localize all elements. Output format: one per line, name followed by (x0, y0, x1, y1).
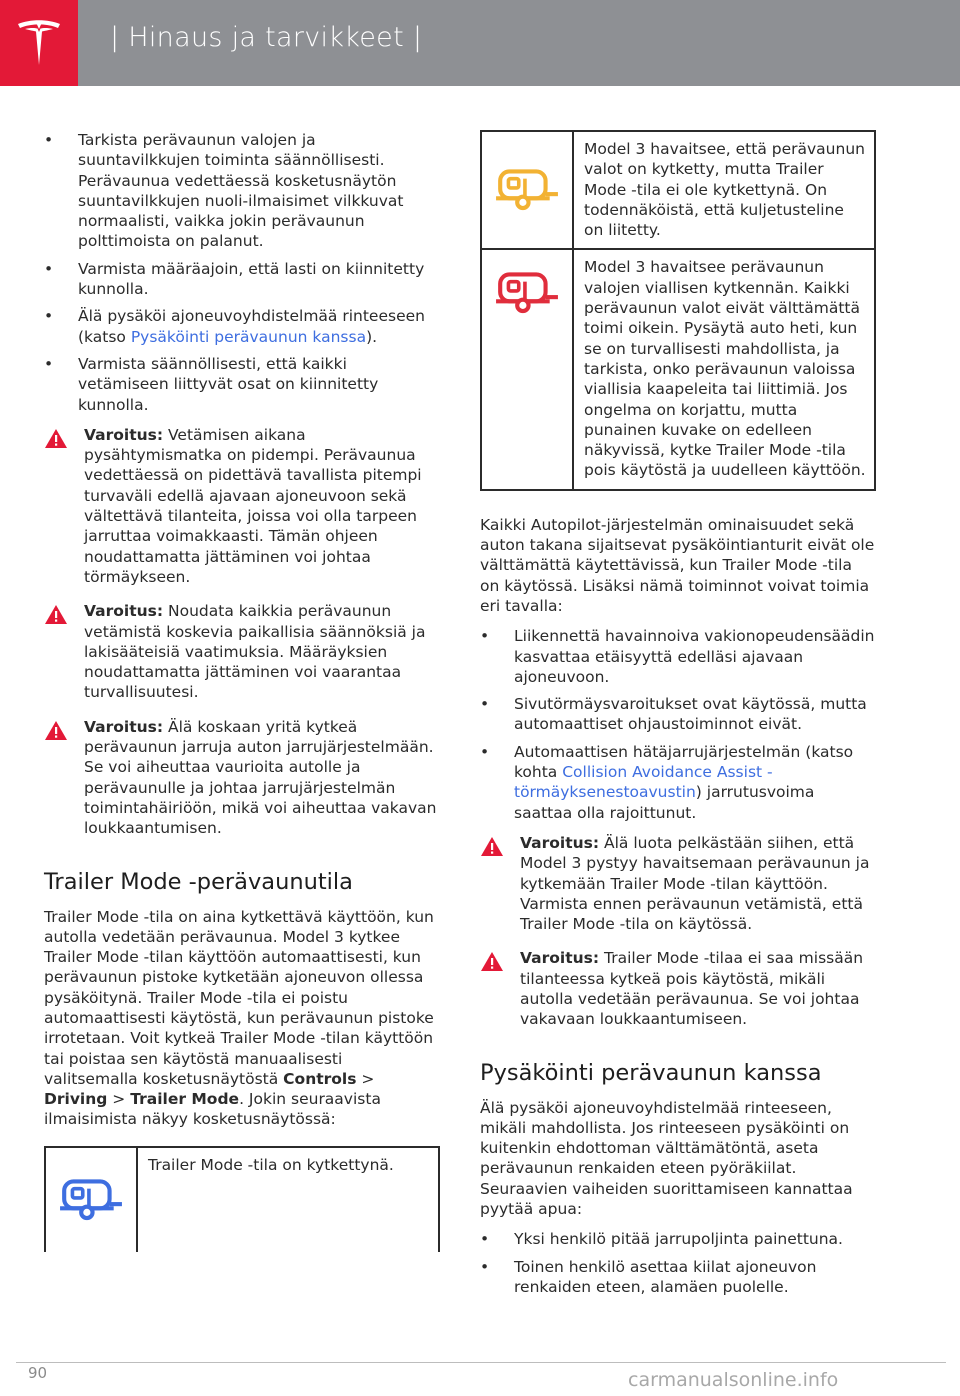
bullet-list (480, 626, 876, 823)
warning-label: Varoitus: (520, 949, 600, 968)
warning-note (44, 601, 440, 702)
warning-text: Älä luota pelkästään siihen, että Model 3 pystyy havaitsemaan perävaunun ja kytkemään Trailer Mode -tilan käyttöön. Varmista ennen perävaunun vetämistä, että Trailer Mode -tila on käytössä. (520, 833, 870, 934)
warning-label: Varoitus: (84, 425, 164, 444)
indicator-table (44, 1146, 440, 1252)
warning-text: Vetämisen aikana pysähtymismatka on pidempi. Perävaunua vedettäessä on pidettävä tavallista pitempi turvaväli edellä ajavaan ajoneuvoon sekä vältettävä tilanteita, joissa voi olla tarpeen jarruttaa voimakkaasti. Tämän ohjeen noudattamatta jättäminen voi johtaa törmäykseen. (84, 425, 422, 586)
warning-text: Noudata kaikkia perävaunun vetämistä koskevia paikallisia säännöksiä ja lakisääteisiä vaatimuksia. Määräyksien noudattamatta jättäminen voi vaarantaa turvallisuutesi. (84, 602, 426, 702)
left-column (44, 130, 440, 1252)
right-column (480, 130, 876, 1304)
section-title-parking: Pysäköinti perävaunun kanssa (480, 1059, 822, 1086)
menu-path-trailer-mode: Trailer Mode (130, 1090, 240, 1109)
list-item: • Sivutörmäysvaroitukset ovat käytössä, mutta automaattiset ohjaustoiminnot eivät. (480, 694, 876, 735)
warning-label: Varoitus: (84, 602, 164, 621)
warning-icon (44, 720, 68, 741)
menu-path-driving: Driving (44, 1090, 108, 1109)
list-item: • Toinen henkilö asettaa kiilat ajoneuvon renkaiden eteen, alamäen puolelle. (480, 1257, 876, 1298)
table-cell-text: Model 3 havaitsee perävaunun valojen viallisen kytkennän. Kaikki perävaunun valot eivät välttämättä toimi oikein. Pysäytä auto heti, kun se on turvallisesti mahdollista, ja tarkista, onko perävaunun valoissa viallisia kaapeleita tai liittimiä. Jos ongelma on korjattu, mutta punainen kuvake on edelleen näkyvissä, kytke Trailer Mode -tila pois käytöstä ja uudelleen käyttöön. (584, 258, 866, 480)
section-title-trailer-mode: Trailer Mode -perävaunutila (44, 868, 353, 895)
trailer-icon-red (482, 250, 574, 488)
table-cell-text: Trailer Mode -tila on kytkettynä. (148, 1155, 394, 1174)
parking-link[interactable]: Pysäköinti perävaunun kanssa (130, 327, 367, 346)
tesla-logo-icon (16, 18, 62, 68)
list-item: • Yksi henkilö pitää jarrupoljinta painettuna. (480, 1229, 876, 1249)
warning-note (44, 717, 440, 839)
collision-avoidance-link[interactable]: Collision Avoidance Assist - törmäyksenestoavustin (514, 763, 773, 802)
page-header (0, 0, 960, 86)
bullet-list (480, 1229, 876, 1297)
list-item: • Automaattisen hätäjarrujärjestelmän (katso kohta Collision Avoidance Assist - törmäyksenestoavustin) jarrutusvoima saattaa olla rajoittunut. (480, 742, 876, 823)
warning-note (480, 833, 876, 934)
list-item: • Varmista määräajoin, että lasti on kiinnitetty kunnolla. (44, 259, 440, 300)
autopilot-paragraph: Kaikki Autopilot-järjestelmän ominaisuudet sekä auton takana sijaitsevat pysäköintianturit eivät ole välttämättä käytettävissä, kun Trailer Mode -tila on käytössä. Lisäksi nämä toiminnot voivat toimia eri tavalla: (480, 515, 875, 615)
list-item: • Varmista säännöllisesti, että kaikki vetämiseen liittyvät osat on kiinnitetty kunnolla. (44, 354, 440, 415)
warning-note (44, 425, 440, 587)
page-number: 90 (28, 1364, 48, 1382)
warning-icon (480, 951, 504, 972)
trailer-icon-amber (482, 132, 574, 248)
warning-label: Varoitus: (520, 833, 600, 852)
bullet-list (44, 130, 440, 415)
list-item: • Älä pysäköi ajoneuvoyhdistelmää rinteeseen (katso Pysäköinti perävaunun kanssa). (44, 306, 440, 347)
warning-icon (44, 428, 68, 449)
table-row (482, 132, 874, 248)
table-cell-text: Model 3 havaitsee, että perävaunun valot on kytketty, mutta Trailer Mode -tila ei ole kytkettynä. On todennäköistä, että kuljetusteline on liitetty. (584, 140, 865, 240)
warning-label: Varoitus: (84, 717, 164, 736)
parking-paragraph: Älä pysäköi ajoneuvoyhdistelmää rinteeseen, mikäli mahdollista. Jos rinteeseen pysäköinti on kuitenkin ehdottoman välttämätöntä, aseta perävaunun renkaiden eteen pyöräkiilat. Seuraavien vaiheiden suorittamiseen kannattaa pyytää apua: (480, 1098, 853, 1219)
table-row (46, 1148, 438, 1252)
tesla-logo (0, 0, 78, 86)
header-title: | Hinaus ja tarvikkeet | (110, 22, 423, 53)
list-item: • Tarkista perävaunun valojen ja suuntavilkkujen toiminta säännöllisesti. Perävaunua vedettäessä kosketusnäytön suuntavilkkujen nuoli-ilmaisimet vilkkuvat normaalisti, vaikka jokin perävaunun polttimoista on palanut. (44, 130, 440, 252)
warning-text: Älä koskaan yritä kytkeä perävaunun jarruja auton jarrujärjestelmään. Se voi aiheuttaa vaurioita autolle ja perävaunulle ja johtaa jarrujärjestelmän toimintahäiriöön, mikä voi aiheuttaa vakavan loukkaantumisen. (84, 717, 437, 838)
watermark: carmanualsonline.info (628, 1369, 839, 1391)
footer-divider (16, 1362, 946, 1363)
trailer-mode-paragraph: Trailer Mode -tila on aina kytkettävä käyttöön, kun autolla vedetään perävaunua. Model 3 kytkee Trailer Mode -tilan käyttöön automaattisesti, kun perävaunun pistoke kytketään ajoneuvon ollessa pysäköitynä. Trailer Mode -tila ei poistu automaattisesti käytöstä, kun perävaunun pistoke irrotetaan. Voit kytkeä Trailer Mode -tilan käyttöön tai poistaa sen käytöstä manuaalisesti valitsemalla kosketusnäytöstä Controls > Driving > Trailer Mode. Jokin seuraavista ilmaisimista näkyy kosketusnäytössä: (44, 907, 434, 1129)
warning-note (480, 948, 876, 1029)
warning-icon (480, 836, 504, 857)
indicator-table (480, 130, 876, 491)
list-item: • Liikennettä havainnoiva vakionopeudensäädin kasvattaa etäisyyttä edelläsi ajavaan ajoneuvoon. (480, 626, 876, 687)
menu-path-controls: Controls (283, 1069, 357, 1088)
trailer-icon-blue (46, 1148, 138, 1252)
warning-icon (44, 604, 68, 625)
table-row (482, 248, 874, 488)
warning-text: Trailer Mode -tilaa ei saa missään tilanteessa kytkeä pois käytöstä, mikäli autolla vedetään perävaunua. Se voi johtaa vakavaan loukkaantumiseen. (520, 949, 864, 1029)
